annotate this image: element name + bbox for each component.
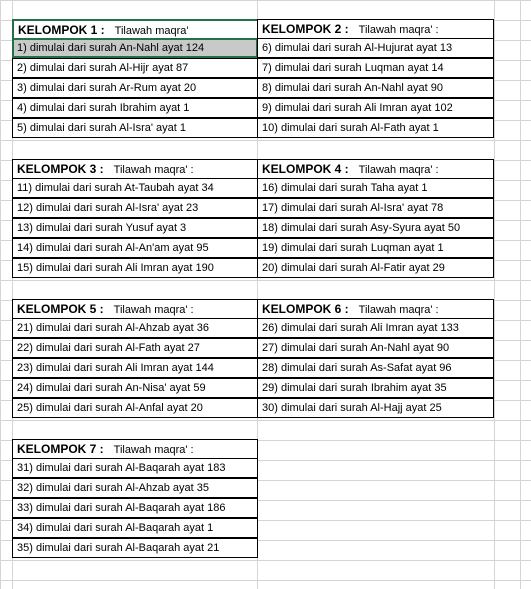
- group-2-item-1[interactable]: 6) dimulai dari surah Al-Hujurat ayat 13: [257, 38, 494, 58]
- group-6-item-1[interactable]: 26) dimulai dari surah Ali Imran ayat 133: [257, 318, 494, 338]
- group-7-header[interactable]: [12, 439, 258, 459]
- group-2-item-2[interactable]: 7) dimulai dari surah Luqman ayat 14: [257, 58, 494, 78]
- group-4-header[interactable]: [257, 159, 494, 179]
- group-3-item-4[interactable]: 14) dimulai dari surah Al-An'am ayat 95: [12, 238, 258, 258]
- group-1-item-1[interactable]: 1) dimulai dari surah An-Nahl ayat 124: [12, 38, 258, 58]
- group-1-item-4[interactable]: 4) dimulai dari surah Ibrahim ayat 1: [12, 98, 258, 118]
- group-title: KELOMPOK 1 :: [18, 23, 105, 37]
- group-4-item-2[interactable]: 17) dimulai dari surah Al-Isra' ayat 78: [257, 198, 494, 218]
- group-3-item-3[interactable]: 13) dimulai dari surah Yusuf ayat 3: [12, 218, 258, 238]
- group-5-item-2[interactable]: 22) dimulai dari surah Al-Fath ayat 27: [12, 338, 258, 358]
- column-divider: [494, 0, 495, 589]
- group-2-item-5[interactable]: 10) dimulai dari surah Al-Fath ayat 1: [257, 118, 494, 138]
- group-2-item-4[interactable]: 9) dimulai dari surah Ali Imran ayat 102: [257, 98, 494, 118]
- group-2-item-3[interactable]: 8) dimulai dari surah An-Nahl ayat 90: [257, 78, 494, 98]
- group-6-item-2[interactable]: 27) dimulai dari surah An-Nahl ayat 90: [257, 338, 494, 358]
- group-4-item-5[interactable]: 20) dimulai dari surah Al-Fatir ayat 29: [257, 258, 494, 278]
- group-6-item-4[interactable]: 29) dimulai dari surah Ibrahim ayat 35: [257, 378, 494, 398]
- group-3-item-1[interactable]: 11) dimulai dari surah At-Taubah ayat 34: [12, 178, 258, 198]
- group-subtitle: Tilawah maqra' :: [113, 164, 194, 176]
- group-title: KELOMPOK 4 :: [262, 162, 349, 176]
- group-5-header[interactable]: [12, 299, 258, 319]
- group-3-item-2[interactable]: 12) dimulai dari surah Al-Isra' ayat 23: [12, 198, 258, 218]
- group-1-item-5[interactable]: 5) dimulai dari surah Al-Isra' ayat 1: [12, 118, 258, 138]
- group-title: KELOMPOK 3 :: [17, 162, 104, 176]
- column-divider: [520, 0, 521, 589]
- group-5-item-5[interactable]: 25) dimulai dari surah Al-Anfal ayat 20: [12, 398, 258, 418]
- group-7-item-4[interactable]: 34) dimulai dari surah Al-Baqarah ayat 1: [12, 518, 258, 538]
- group-subtitle: Tilawah maqra' :: [358, 24, 439, 36]
- group-subtitle: Tilawah maqra' :: [358, 164, 439, 176]
- group-3-item-5[interactable]: 15) dimulai dari surah Ali Imran ayat 190: [12, 258, 258, 278]
- group-6-item-3[interactable]: 28) dimulai dari surah As-Safat ayat 96: [257, 358, 494, 378]
- group-title: KELOMPOK 7 :: [17, 442, 104, 456]
- group-4-item-1[interactable]: 16) dimulai dari surah Taha ayat 1: [257, 178, 494, 198]
- group-title: KELOMPOK 5 :: [17, 302, 104, 316]
- group-6-header[interactable]: [257, 299, 494, 319]
- group-4-item-3[interactable]: 18) dimulai dari surah Asy-Syura ayat 50: [257, 218, 494, 238]
- group-1-item-3[interactable]: 3) dimulai dari surah Ar-Rum ayat 20: [12, 78, 258, 98]
- group-7-item-5[interactable]: 35) dimulai dari surah Al-Baqarah ayat 21: [12, 538, 258, 558]
- group-7-item-1[interactable]: 31) dimulai dari surah Al-Baqarah ayat 183: [12, 458, 258, 478]
- group-1-header[interactable]: [12, 19, 258, 39]
- group-title: KELOMPOK 6 :: [262, 302, 349, 316]
- group-subtitle: Tilawah maqra' :: [358, 304, 439, 316]
- group-subtitle: Tilawah maqra': [114, 25, 189, 37]
- group-5-item-1[interactable]: 21) dimulai dari surah Al-Ahzab ayat 36: [12, 318, 258, 338]
- group-5-item-4[interactable]: 24) dimulai dari surah An-Nisa' ayat 59: [12, 378, 258, 398]
- group-3-header[interactable]: [12, 159, 258, 179]
- group-7-item-2[interactable]: 32) dimulai dari surah Al-Ahzab ayat 35: [12, 478, 258, 498]
- group-subtitle: Tilawah maqra' :: [113, 304, 194, 316]
- group-5-item-3[interactable]: 23) dimulai dari surah Ali Imran ayat 144: [12, 358, 258, 378]
- group-7-item-3[interactable]: 33) dimulai dari surah Al-Baqarah ayat 186: [12, 498, 258, 518]
- group-6-item-5[interactable]: 30) dimulai dari surah Al-Hajj ayat 25: [257, 398, 494, 418]
- group-2-header[interactable]: [257, 19, 494, 39]
- group-4-item-4[interactable]: 19) dimulai dari surah Luqman ayat 1: [257, 238, 494, 258]
- group-subtitle: Tilawah maqra' :: [113, 444, 194, 456]
- group-1-item-2[interactable]: 2) dimulai dari surah Al-Hijr ayat 87: [12, 58, 258, 78]
- group-title: KELOMPOK 2 :: [262, 22, 349, 36]
